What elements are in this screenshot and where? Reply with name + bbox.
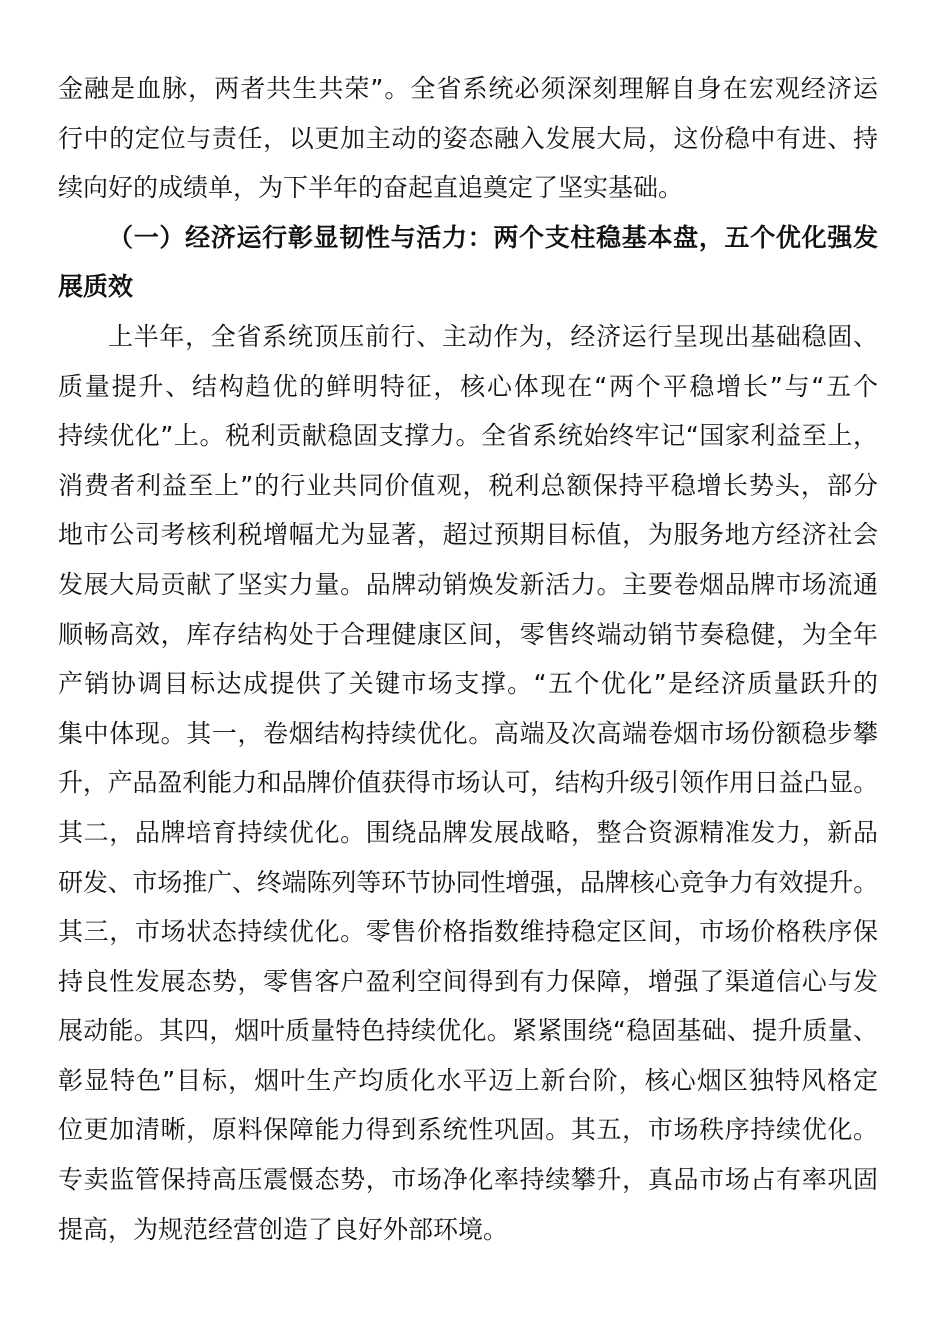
text-line: 集中体现。其一，卷烟结构持续优化。高端及次高端卷烟市场份额稳步攀 (58, 718, 878, 748)
text-line: 行中的定位与责任，以更加主动的姿态融入发展大局，这份稳中有进、持 (58, 123, 878, 153)
text-line: 上半年，全省系统顶压前行、主动作为，经济运行呈现出基础稳固、 (108, 321, 878, 351)
text-line: 其二，品牌培育持续优化。围绕品牌发展战略，整合资源精准发力，新品 (58, 817, 878, 847)
text-line: 消费者利益至上”的行业共同价值观，税利总额保持平稳增长势头，部分 (58, 470, 878, 500)
section-heading (58, 213, 878, 312)
text-line: 质量提升、结构趋优的鲜明特征，核心体现在“两个平稳增长”与“五个 (58, 371, 878, 401)
text-line: 地市公司考核利税增幅尤为显著，超过预期目标值，为服务地方经济社会 (58, 520, 878, 550)
text-line: 提高，为规范经营创造了良好外部环境。 (58, 1214, 509, 1244)
text-line: 展动能。其四，烟叶质量特色持续优化。紧紧围绕“稳固基础、提升质量、 (58, 1016, 878, 1046)
text-line: 专卖监管保持高压震慑态势，市场净化率持续攀升，真品市场占有率巩固 (58, 1165, 878, 1195)
text-line: 顺畅高效，库存结构处于合理健康区间，零售终端动销节奏稳健，为全年 (58, 619, 878, 649)
text-line: 发展大局贡献了坚实力量。品牌动销焕发新活力。主要卷烟品牌市场流通 (58, 569, 878, 599)
text-line: 金融是血脉，两者共生共荣”。全省系统必须深刻理解自身在宏观经济运 (58, 74, 878, 103)
text-line: 研发、市场推广、终端陈列等环节协同性增强，品牌核心竞争力有效提升。 (58, 867, 878, 897)
text-line: 持良性发展态势，零售客户盈利空间得到有力保障，增强了渠道信心与发 (58, 966, 878, 996)
text-line: 彰显特色”目标，烟叶生产均质化水平迈上新台阶，核心烟区独特风格定 (58, 1065, 878, 1095)
heading-line: （一）经济运行彰显韧性与活力：两个支柱稳基本盘，五个优化强发 (108, 222, 878, 252)
text-line: 位更加清晰，原料保障能力得到系统性巩固。其五，市场秩序持续优化。 (58, 1115, 878, 1145)
document-page (58, 64, 878, 1254)
text-line: 持续优化”上。税利贡献稳固支撑力。全省系统始终牢记“国家利益至上， (58, 421, 878, 451)
text-line: 其三，市场状态持续优化。零售价格指数维持稳定区间，市场价格秩序保 (58, 917, 878, 947)
text-line: 升，产品盈利能力和品牌价值获得市场认可，结构升级引领作用日益凸显。 (58, 768, 878, 798)
heading-line: 展质效 (58, 272, 134, 302)
text-line: 续向好的成绩单，为下半年的奋起直追奠定了坚实基础。 (58, 173, 684, 203)
intro-paragraph (58, 64, 878, 213)
text-line: 产销协调目标达成提供了关键市场支撑。“五个优化”是经济质量跃升的 (58, 669, 878, 699)
body-paragraph (58, 312, 878, 1254)
